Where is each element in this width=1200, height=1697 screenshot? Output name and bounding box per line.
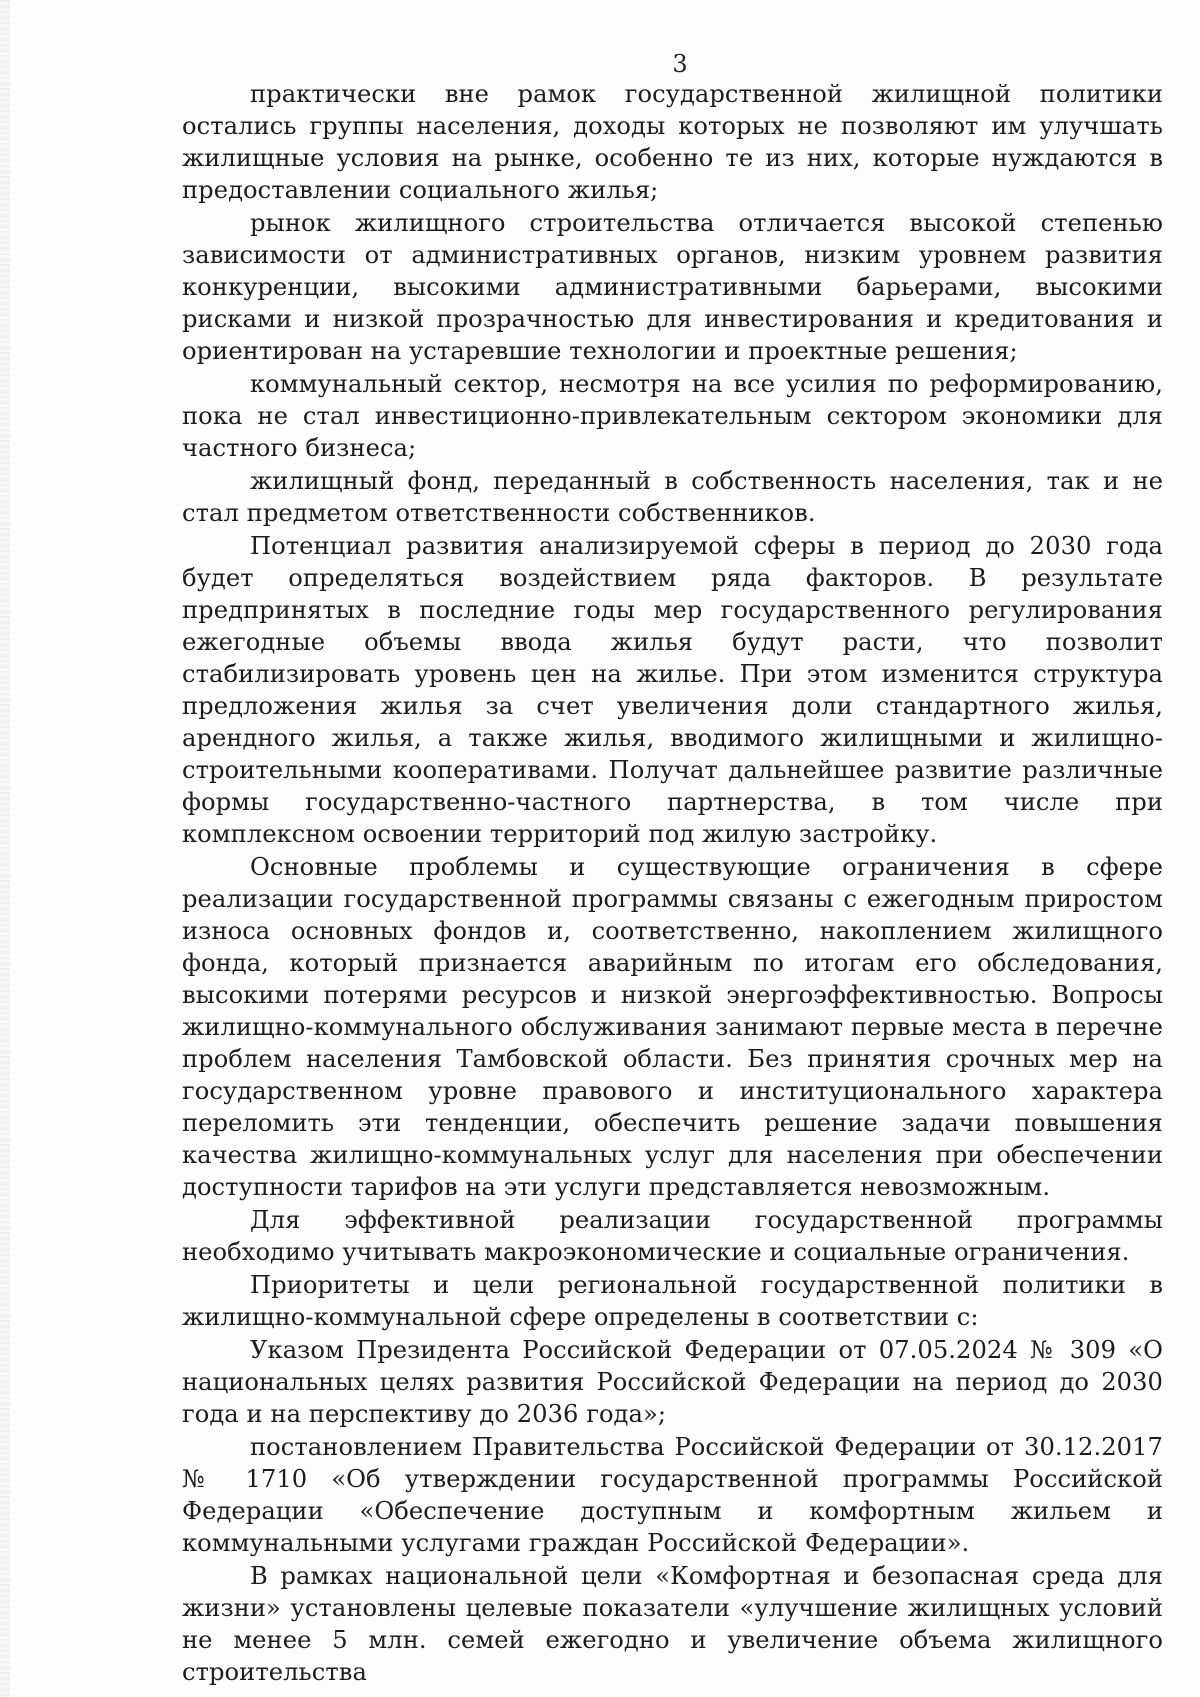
- paragraph-construction-market: рынок жилищного строительства отличается высокой степенью зависимости от административных органов, низким уровнем развития конкуренции, высокими административными барьерами, высокими рисками и низкой прозрачностью для инвестирования и кредитования и ориентирован на устаревшие технологии и проектные решения;: [182, 209, 1163, 365]
- scan-edge-shadow: [0, 0, 10, 1697]
- paragraph-main-problems: Основные проблемы и существующие ограничения в сфере реализации государственной программы связаны с ежегодным приростом износа основных фондов и, соответственно, накоплением жилищного фонда, который признается аварийным по итогам его обследования, высокими потерями ресурсов и низкой энергоэффективностью. Вопросы жилищно-коммунального обслуживания занимают первые места в перечне проблем населения Тамбовской области. Без принятия срочных мер на государственном уровне правового и институционального характера переломить эти тенденции, обеспечить решение задачи повышения качества жилищно-коммунальных услуг для населения при обеспечении доступности тарифов на эти услуги представляется невозможным.: [182, 853, 1163, 1201]
- paragraph-housing-stock: жилищный фонд, переданный в собственность населения, так и не стал предметом ответственности собственников.: [182, 467, 1163, 527]
- page-number: 3: [672, 50, 688, 78]
- paragraph-development-potential: Потенциал развития анализируемой сферы в период до 2030 года будет определяться воздействием ряда факторов. В результате предпринятых в последние годы мер государственного регулирования ежегодные объемы ввода жилья будут расти, что позволит стабилизировать уровень цен на жилье. При этом изменится структура предложения жилья за счет увеличения доли стандартного жилья, арендного жилья, а также жилья, вводимого жилищными и жилищно-строительными кооперативами. Получат дальнейшее развитие различные формы государственно-частного партнерства, в том числе при комплексном освоении территорий под жилую застройку.: [182, 532, 1163, 848]
- document-body: [182, 78, 1163, 1688]
- paragraph-national-goal: В рамках национальной цели «Комфортная и безопасная среда для жизни» установлены целевые показатели «улучшение жилищных условий не менее 5 млн. семей ежегодно и увеличение объема жилищного строительства: [182, 1562, 1163, 1686]
- paragraph-constraints: Для эффективной реализации государственной программы необходимо учитывать макроэкономические и социальные ограничения.: [182, 1206, 1163, 1266]
- paragraph-presidential-decree: Указом Президента Российской Федерации от 07.05.2024 № 309 «О национальных целях развития Российской Федерации на период до 2030 года и на перспективу до 2036 года»;: [182, 1336, 1163, 1428]
- paragraph-priorities: Приоритеты и цели региональной государственной политики в жилищно-коммунальной сфере определены в соответствии с:: [182, 1271, 1163, 1331]
- paragraph-housing-policy-groups: практически вне рамок государственной жилищной политики остались группы населения, доходы которых не позволяют им улучшать жилищные условия на рынке, особенно те из них, которые нуждаются в предоставлении социального жилья;: [182, 80, 1163, 204]
- paragraph-communal-sector: коммунальный сектор, несмотря на все усилия по реформированию, пока не стал инвестиционно-привлекательным сектором экономики для частного бизнеса;: [182, 370, 1163, 462]
- paragraph-government-resolution: постановлением Правительства Российской Федерации от 30.12.2017 № 1710 «Об утверждении государственной программы Российской Федерации «Обеспечение доступным и комфортным жильем и коммунальными услугами граждан Российской Федерации».: [182, 1433, 1163, 1557]
